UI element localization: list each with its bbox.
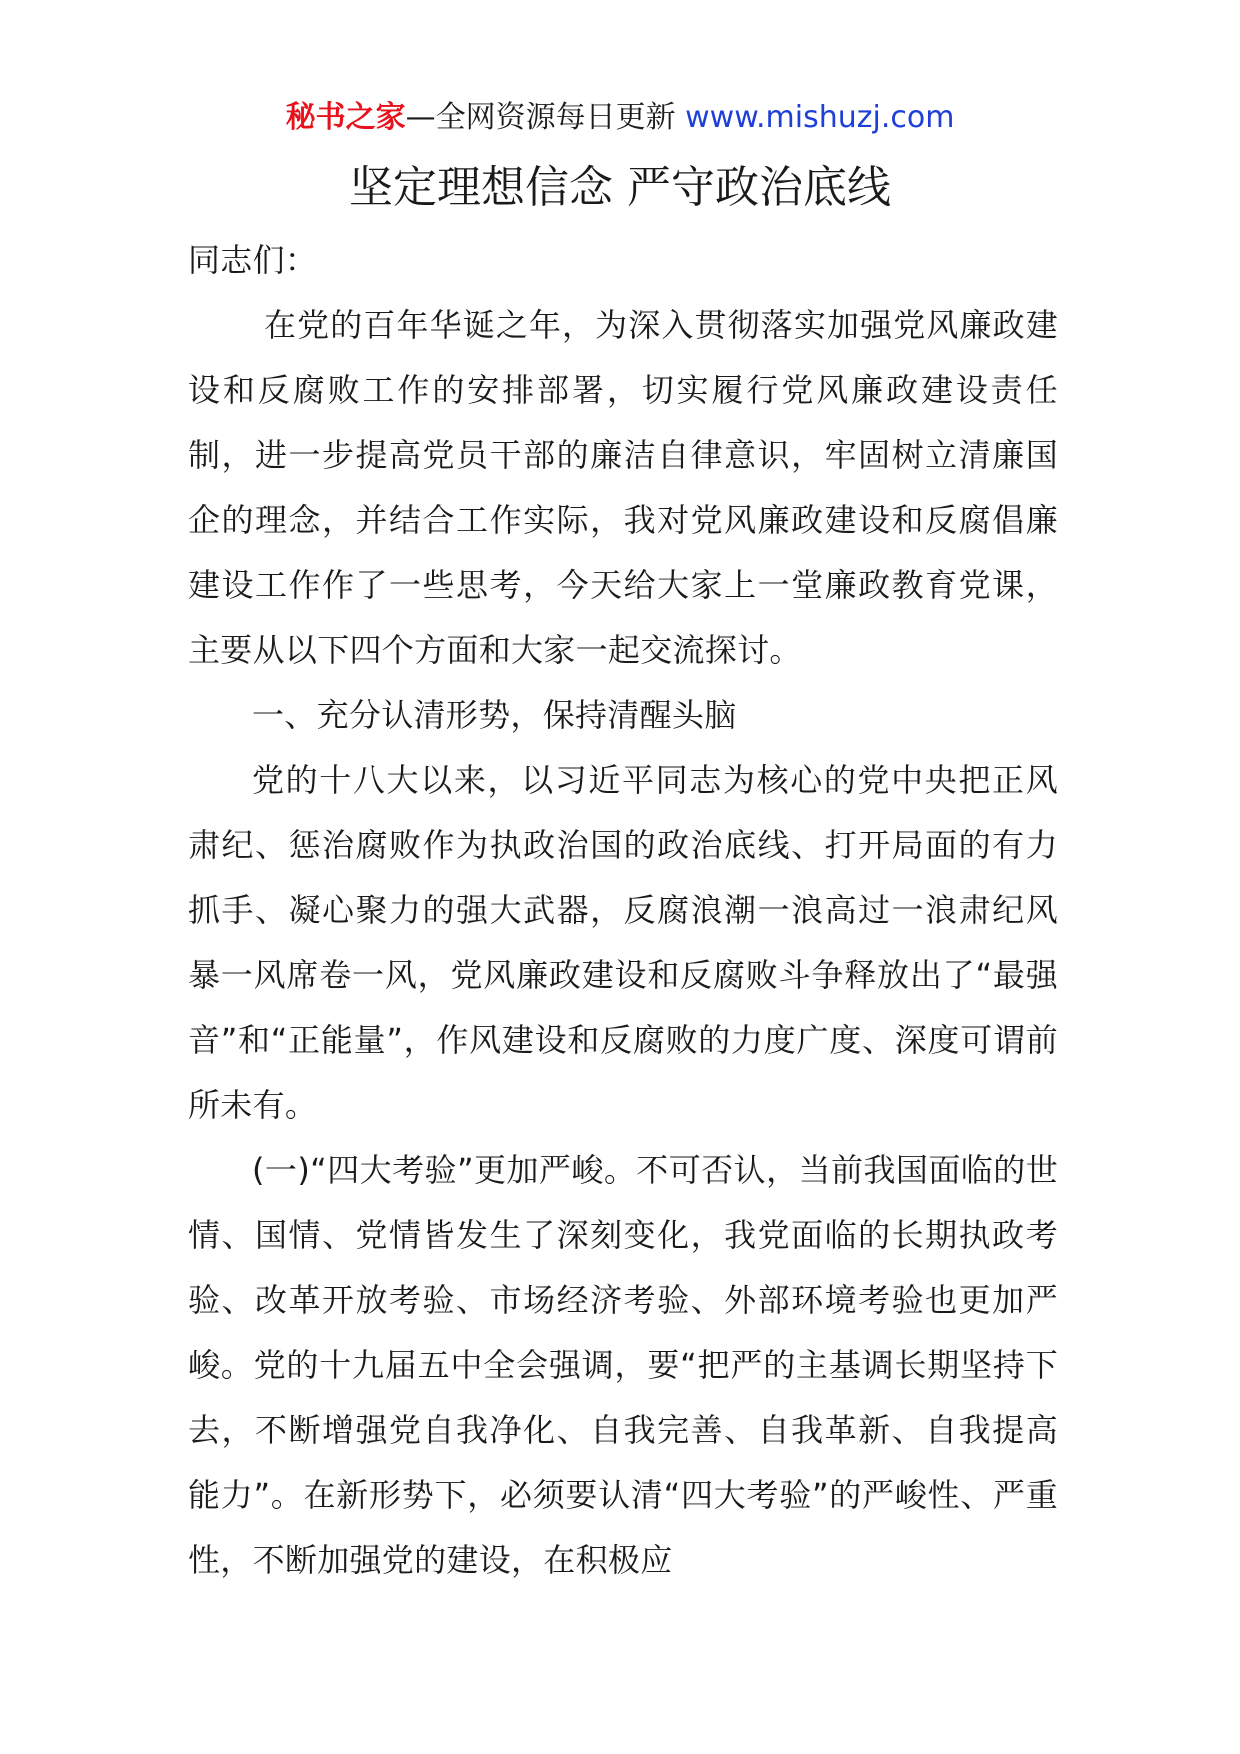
document-title: 坚定理想信念 严守政治底线	[349, 162, 891, 213]
header-url-link[interactable]: www.mishuzj.com	[685, 100, 955, 135]
page-header	[0, 98, 1240, 138]
section-heading-1: 一、充分认清形势，保持清醒头脑	[252, 696, 737, 734]
paragraph-four-tests: (一)“四大考验”更加严峻。不可否认，当前我国面临的世情、国情、党情皆发生了深刻变化，我党面临的长期执政考验、改革开放考验、市场经济考验、外部环境考验也更加严峻。党的十九届五中全会强调，要“把严的主基调长期坚持下去，不断增强党自我净化、自我完善、自我革新、自我提高能力”。在新形势下，必须要认清“四大考验”的严峻性、严重性，不断加强党的建设，在积极应	[188, 1151, 1058, 1579]
header-brand: 秘书之家	[285, 100, 406, 135]
salutation: 同志们：	[188, 241, 318, 279]
document-body	[188, 228, 1058, 1593]
paragraph-intro: 在党的百年华诞之年，为深入贯彻落实加强党风廉政建设和反腐败工作的安排部署，切实履行党风廉政建设责任制，进一步提高党员干部的廉洁自律意识，牢固树立清廉国企的理念，并结合工作实际，我对党风廉政建设和反腐倡廉建设工作作了一些思考，今天给大家上一堂廉政教育党课，主要从以下四个方面和大家一起交流探讨。	[188, 306, 1058, 669]
paragraph-situation: 党的十八大以来，以习近平同志为核心的党中央把正风肃纪、惩治腐败作为执政治国的政治底线、打开局面的有力抓手、凝心聚力的强大武器，反腐浪潮一浪高过一浪肃纪风暴一风席卷一风，党风廉政建设和反腐败斗争释放出了“最强音”和“正能量”，作风建设和反腐败的力度广度、深度可谓前所未有。	[188, 761, 1058, 1124]
header-tagline: —全网资源每日更新	[405, 100, 686, 135]
